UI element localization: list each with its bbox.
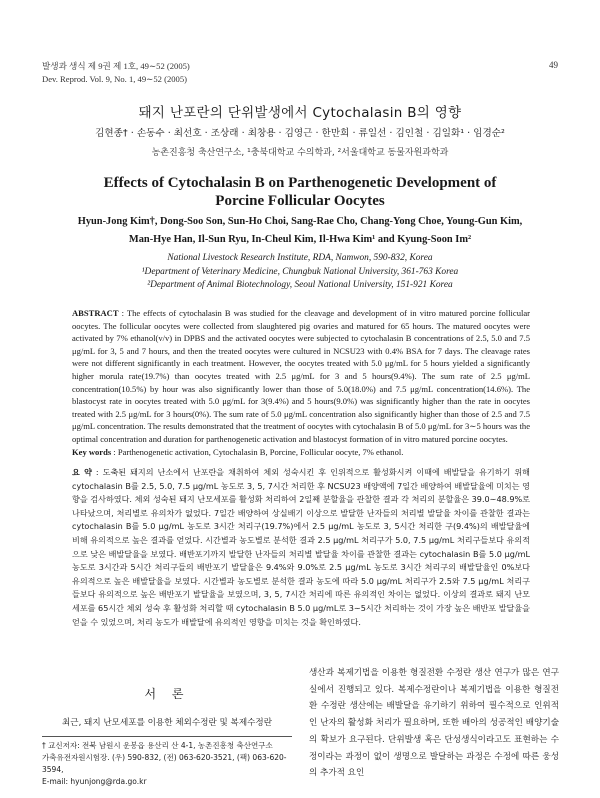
keywords-label: Key words <box>72 446 112 457</box>
english-authors-line1: Hyun-Jong Kim†, Dong-Soo Son, Sun-Ho Choi, Sang-Rae Cho, Chang-Yong Choe, Young-Gun Kim, <box>77 216 523 227</box>
english-authors-line2: Man-Hye Han, Il-Sun Ryu, In-Cheul Kim, Il-Hwa Kim¹ and Kyung-Soon Im² <box>128 233 472 245</box>
english-title <box>0 174 600 210</box>
korean-authors: 김현종† · 손동수 · 최선호 · 조상래 · 최창용 · 김영근 · 한만희 · 류일선 · 김인철 · 김일화¹ · 임경순² <box>95 128 505 139</box>
abstract-paragraph <box>72 307 530 446</box>
footnote-email: E-mail: hyunjong@rda.go.kr <box>42 777 147 786</box>
section-title: 서 론 <box>144 687 190 701</box>
korean-affiliations: 농촌진흥청 축산연구소, ¹충북대학교 수의학과, ²서울대학교 동물자원과학과 <box>151 148 449 158</box>
affiliation-1: National Livestock Research Institute, RDA, Namwon, 590-832, Korea <box>167 253 433 263</box>
english-authors <box>0 213 600 248</box>
english-abstract <box>72 307 530 458</box>
page-number: 49 <box>549 60 558 70</box>
journal-header <box>42 60 190 85</box>
korean-abstract-label: 요 약 <box>72 467 92 477</box>
abstract-label: ABSTRACT <box>72 308 119 318</box>
affiliation-2: ¹Department of Veterinary Medicine, Chungbuk National University, 361-763 Korea <box>141 266 459 277</box>
korean-abstract-text: : 도축된 돼지의 난소에서 난포란을 채취하여 체외 성숙시킨 후 인위적으로 활성화시켜 이때에 배발달을 유기하기 위해 cytochalasin B를 2.5, 5.0, 7.5 μg/mL 농도로 3, 5, 7시간 처리한 후 NCSU23 배양액에 7일간 배양하여 배발달율에 미치는 영향을 검사하였다. 체외 성숙된 돼지 난모세포를 활성화 처리하여 2일째 분할율을 관찰한 결과 각 처리의 분할율은 39.0∼48.9%로 나타났으며, 처리별로 유의차가 없었다. 7일간 배양하여 상실배기 이상으로 발달한 난자들의 처리별 발달율 차이를 관찰한 결과는 cytochalasin B를 5.0 μg/mL 농도로 3시간 처리구(19.7%)에서 2.5 μg/mL 농도로 3, 5시간 처리한 구(9.4%)의 배발달율에 비해 유의적으로 높은 결과를 얻었다. 시간별과 농도별로 분석한 결과 2.5 μg/mL 처리구가 5.0, 7.5 μg/mL 처리구들보다 유의적으로 낮은 배발달율을 보였다. 배반포기까지 발달한 난자들의 처리별 발달율 차이를 관찰한 결과는 cytochalasin B를 5.0 μg/mL 농도로 3시간과 5시간 처리구들의 배반포기 발달율은 9.4%와 9.0%로 2.5 μg/mL 농도로 3시간 처리구의 배발달율인 0%보다 유의적으로 높은 배발달율을 보였다. 시간별과 농도별로 분석한 결과 농도에 따라 5.0 μg/mL 처리구가 2.5와 7.5 μg/mL 처리구들보다 유의적으로 높은 배반포기 발달율을 보였으며, 3, 5, 7시간 처리에 따른 유의적인 차이는 없었다. 이상의 결과로 돼지 난모세포를 65시간 체외 성숙 후 활성화 처리할 때 cytochalasin B 5.0 μg/mL로 3∼5시간 처리하는 것이 가장 높은 배반포 발달율을 얻을 수 있었으며, 처리 농도가 배발달에 유의적인 영향을 미치는 것을 확인하였다. <box>72 467 530 627</box>
english-affiliations <box>0 252 600 293</box>
footnote-line1: † 교신저자: 전북 남원시 운봉읍 용산리 산 4-1, 농촌진흥청 축산연구소 <box>42 741 273 750</box>
abstract-text: : The effects of cytochalasin B was studied for the cleavage and development of in vitro matured porcine follicular oocytes. The follicular oocytes were collected from slaughtered pig ovaries and matured for 65 hours. The matured oocytes were activated by 7% ethanol(v/v) in DPBS and the activated oocytes were subjected to cytochalasin B concentrations of 2.5, 5.0 and 7.5 μg/mL for 3, 5 and 7 hours, and then the treated oocytes were cultured in NCSU23 with 0.4% BSA for 7 days. The cleavage rates were not different significantly in each treatment. However, the oocytes treated with 5.0 μg/mL for 5 hours yielded a significantly higher morula rate(19.7%) than oocytes treated with 2.5 μg/mL for 3 and 5 hours(9.4%). The sum rate of 2.5 μg/mL concentration(10.5%) by hour was also significantly lower than those of 5.0(18.0%) and 7.5 μg/mL concentration(14.6%). The blastocyst rate in oocytes treated with 5.0 μg/mL for 3(9.4%) and 5 hours(9.0%) was significantly higher than the rate in oocytes treated with 2.5 μg/mL for 3 hours(0%). The sum rate of 5.0 μg/mL concentration also significantly higher than those of 2.5 and 7.5 μg/mL concentration. The results demonstrated that the treatment of oocytes with cytochalasin B of 5.0 μg/mL for 3∼5 hours was the optimal concentration and duration for parthenogenetic activation and blastocyst formation of in vitro matured porcine oocytes. <box>72 308 530 444</box>
korean-title: 돼지 난포란의 단위발생에서 Cytochalasin B의 영향 <box>138 105 462 121</box>
affiliation-3: ²Department of Animal Biotechnology, Seoul National University, 151-921 Korea <box>147 280 453 290</box>
english-title-line2: Porcine Follicular Oocytes <box>215 193 385 209</box>
korean-citation: 발생과 생식 제 9권 제 1호, 49∼52 (2005) <box>42 61 190 71</box>
english-title-line1: Effects of Cytochalasin B on Parthenogenetic Development of <box>103 175 497 191</box>
keywords-text: : Parthenogenetic activation, Cytochalasin B, Porcine, Follicular oocyte, 7% ethanol. <box>111 446 404 457</box>
footnote-line2: 가축유전자원시험장. (우) 590-832, (전) 063-620-3521, (팩) 063-620-3594, <box>42 753 287 774</box>
section-first-line: 최근, 돼지 난모세포를 이용한 체외수정란 및 복제수정란 <box>61 718 273 728</box>
introduction-right-column: 생산과 복제기법을 이용한 형질전환 수정란 생산 연구가 많은 연구실에서 진행되고 있다. 복제수정란이나 복제기법을 이용한 형질전환 수정란 생산에는 배발달을 유기하기 위하여 필수적으로 인위적인 난자의 활성화 처리가 필요하며, 또한 배아의 성공적인 배양기술의 확보가 요구된다. 단위발생 혹은 단성생식이라고도 표현하는 수정이라는 과정이 없이 생명으로 발달하는 과정은 수정에 따른 웅성의 추가적 요인 <box>309 668 559 779</box>
english-citation: Dev. Reprod. Vol. 9, No. 1, 49∼52 (2005) <box>42 73 188 84</box>
korean-abstract <box>72 466 530 629</box>
keywords <box>72 446 530 459</box>
corresponding-author-footnote <box>42 736 292 788</box>
